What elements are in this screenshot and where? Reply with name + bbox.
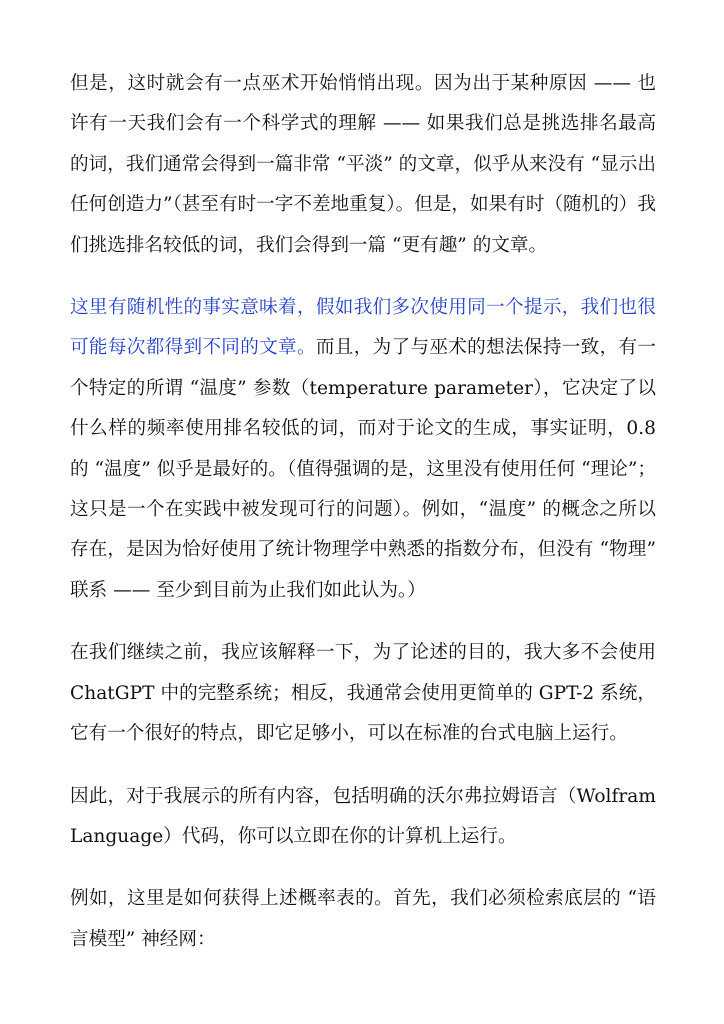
paragraph-temperature [70, 288, 656, 611]
paragraph-text: 而且，为了与巫术的想法保持一致，有一个特定的所谓 “温度” 参数（temperature parameter），它决定了以什么样的频率使用排名较低的词，而对于论文的生成，事实证明，0.8 的 “温度” 似乎是最好的。（值得强调的是，这里没有使用任何 “理论”；这只是一个在实践中被发现可行的问题）。例如，“温度” 的概念之所以存在，是因为恰好使用了统计物理学中熟悉的指数分布，但没有 “物理” 联系 —— 至少到目前为止我们如此认为。） [70, 337, 656, 601]
paragraph-text: 例如，这里是如何获得上述概率表的。首先，我们必须检索底层的 “语言模型” 神经网： [70, 888, 656, 950]
paragraph-text: 在我们继续之前，我应该解释一下，为了论述的目的，我大多不会使用 ChatGPT 中的完整系统；相反，我通常会使用更简单的 GPT-2 系统，它有一个很好的特点，即它足够小，可以在标准的台式电脑上运行。 [70, 642, 656, 745]
paragraph-randomness-intro [70, 64, 656, 266]
paragraph-text: 但是，这时就会有一点巫术开始悄悄出现。因为出于某种原因 —— 也许有一天我们会有一个科学式的理解 —— 如果我们总是挑选排名最高的词，我们通常会得到一篇非常 “平淡” 的文章，似乎从来没有 “显示出任何创造力”（甚至有时一字不差地重复）。但是，如果有时（随机的）我们挑选排名较低的词，我们会得到一篇 “更有趣” 的文章。 [70, 73, 656, 256]
paragraph-wolfram-language [70, 777, 656, 858]
paragraph-gpt2 [70, 633, 656, 754]
paragraph-text: 因此，对于我展示的所有内容，包括明确的沃尔弗拉姆语言（Wolfram Language）代码，你可以立即在你的计算机上运行。 [70, 785, 656, 847]
highlighted-sentence: 这里有随机性的事实意味着，假如我们多次使用同一个提示，我们也很可能每次都得到不同的文章。 [70, 297, 656, 359]
document-body [70, 64, 656, 982]
paragraph-probability-table [70, 879, 656, 960]
